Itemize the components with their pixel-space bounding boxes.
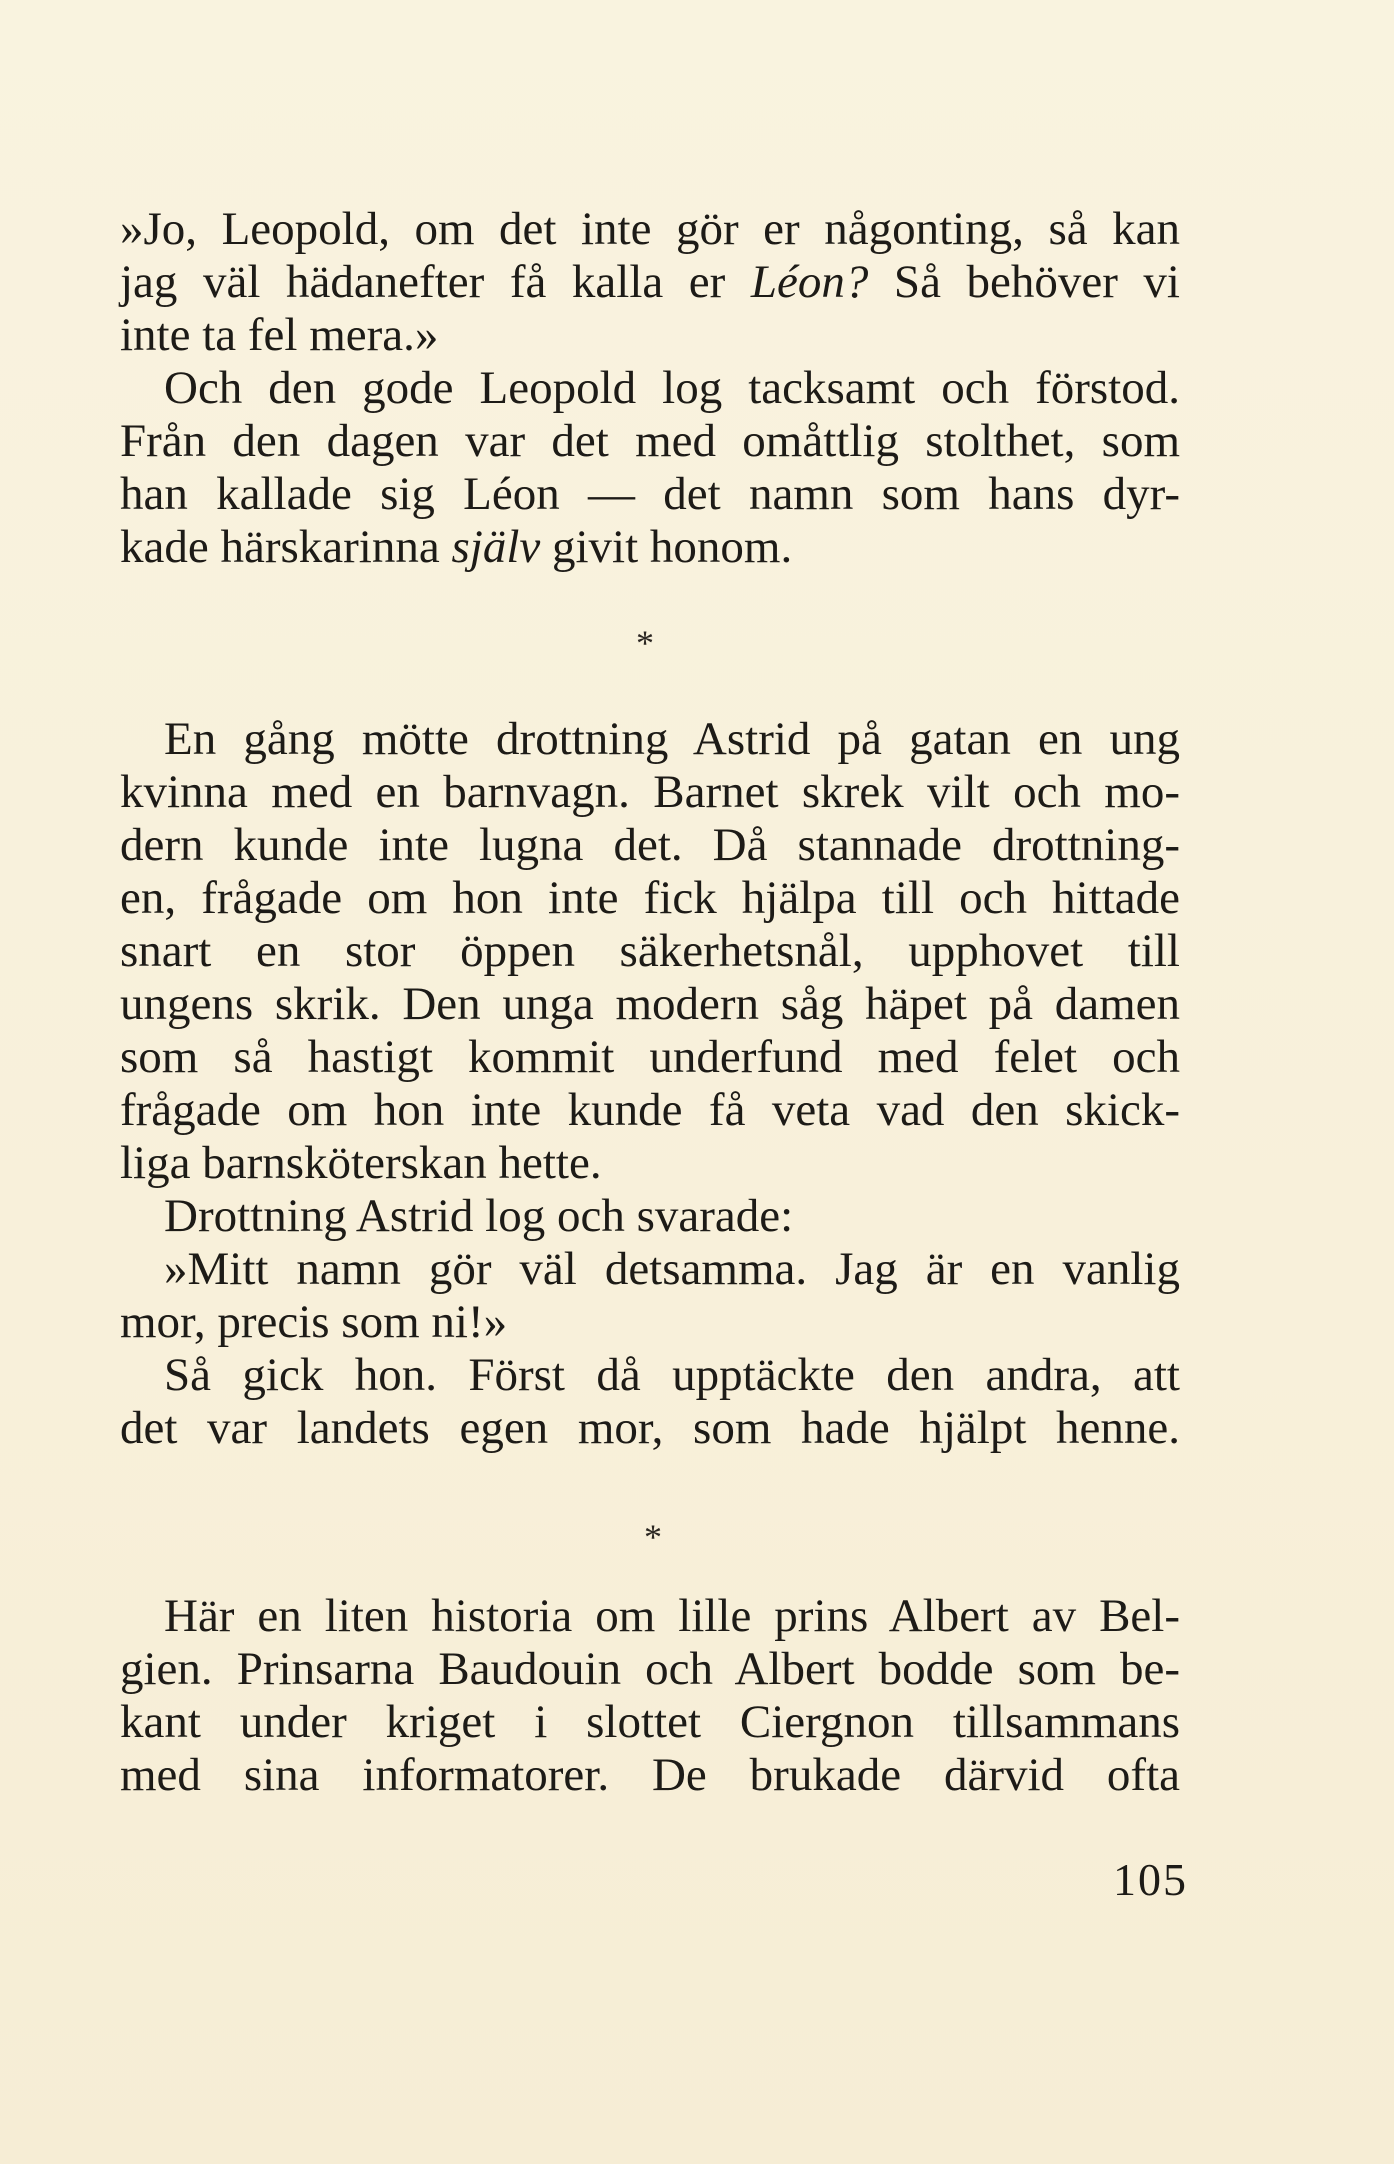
italic-name: Léon? [750,256,869,308]
text-segment: kade härskarinna [120,521,452,573]
text-line: han kallade sig Léon — det namn som hans dyr- [120,468,1180,520]
text-line: »Mitt namn gör väl detsamma. Jag är en vanlig [164,1243,1180,1295]
text-line: liga barnsköterskan hette. [120,1137,602,1189]
text-line: som så hastigt kommit underfund med felet och [120,1031,1180,1083]
text-line: Från den dagen var det med omåttlig stolthet, som [120,415,1180,467]
text-line: snart en stor öppen säkerhetsnål, upphovet till [120,925,1180,977]
text-line: Och den gode Leopold log tacksamt och förstod. [164,362,1180,414]
text-line: dern kunde inte lugna det. Då stannade drottning- [120,819,1180,871]
page-number: 105 [1113,1854,1188,1905]
text-line: med sina informatorer. De brukade därvid ofta [120,1749,1180,1801]
text-segment: Så behöver vi [868,256,1180,308]
passage-leopold [120,203,1180,574]
section-separator: * [644,1517,662,1557]
text-line: det var landets egen mor, som hade hjälpt henne. [120,1402,1180,1454]
passage-albert [120,1590,1180,1802]
text-line: Här en liten historia om lille prins Albert av Bel- [164,1590,1180,1642]
text-line: kvinna med en barnvagn. Barnet skrek vilt och mo- [120,766,1180,818]
text-line: frågade om hon inte kunde få veta vad den skick- [120,1084,1180,1136]
text-line: gien. Prinsarna Baudouin och Albert bodde som be- [120,1643,1180,1695]
passage-astrid [120,713,1180,1455]
section-separator: * [636,623,654,663]
text-line [120,521,1180,574]
text-line: inte ta fel mera.» [120,309,439,361]
text-line: »Jo, Leopold, om det inte gör er någonting, så kan [120,203,1180,255]
text-segment: givit honom. [540,521,793,573]
text-line: Drottning Astrid log och svarade: [164,1190,794,1242]
text-line: en, frågade om hon inte fick hjälpa till och hittade [120,872,1180,924]
text-line [120,256,1180,309]
text-line: Så gick hon. Först då upptäckte den andra, att [164,1349,1180,1401]
text-segment: jag väl hädanefter få kalla er [120,256,751,308]
italic-word: själv [451,521,541,573]
text-line: ungens skrik. Den unga modern såg häpet på damen [120,978,1180,1030]
text-line: mor, precis som ni!» [120,1296,508,1348]
text-line: kant under kriget i slottet Ciergnon tillsammans [120,1696,1180,1748]
text-line: En gång mötte drottning Astrid på gatan en ung [164,713,1180,765]
